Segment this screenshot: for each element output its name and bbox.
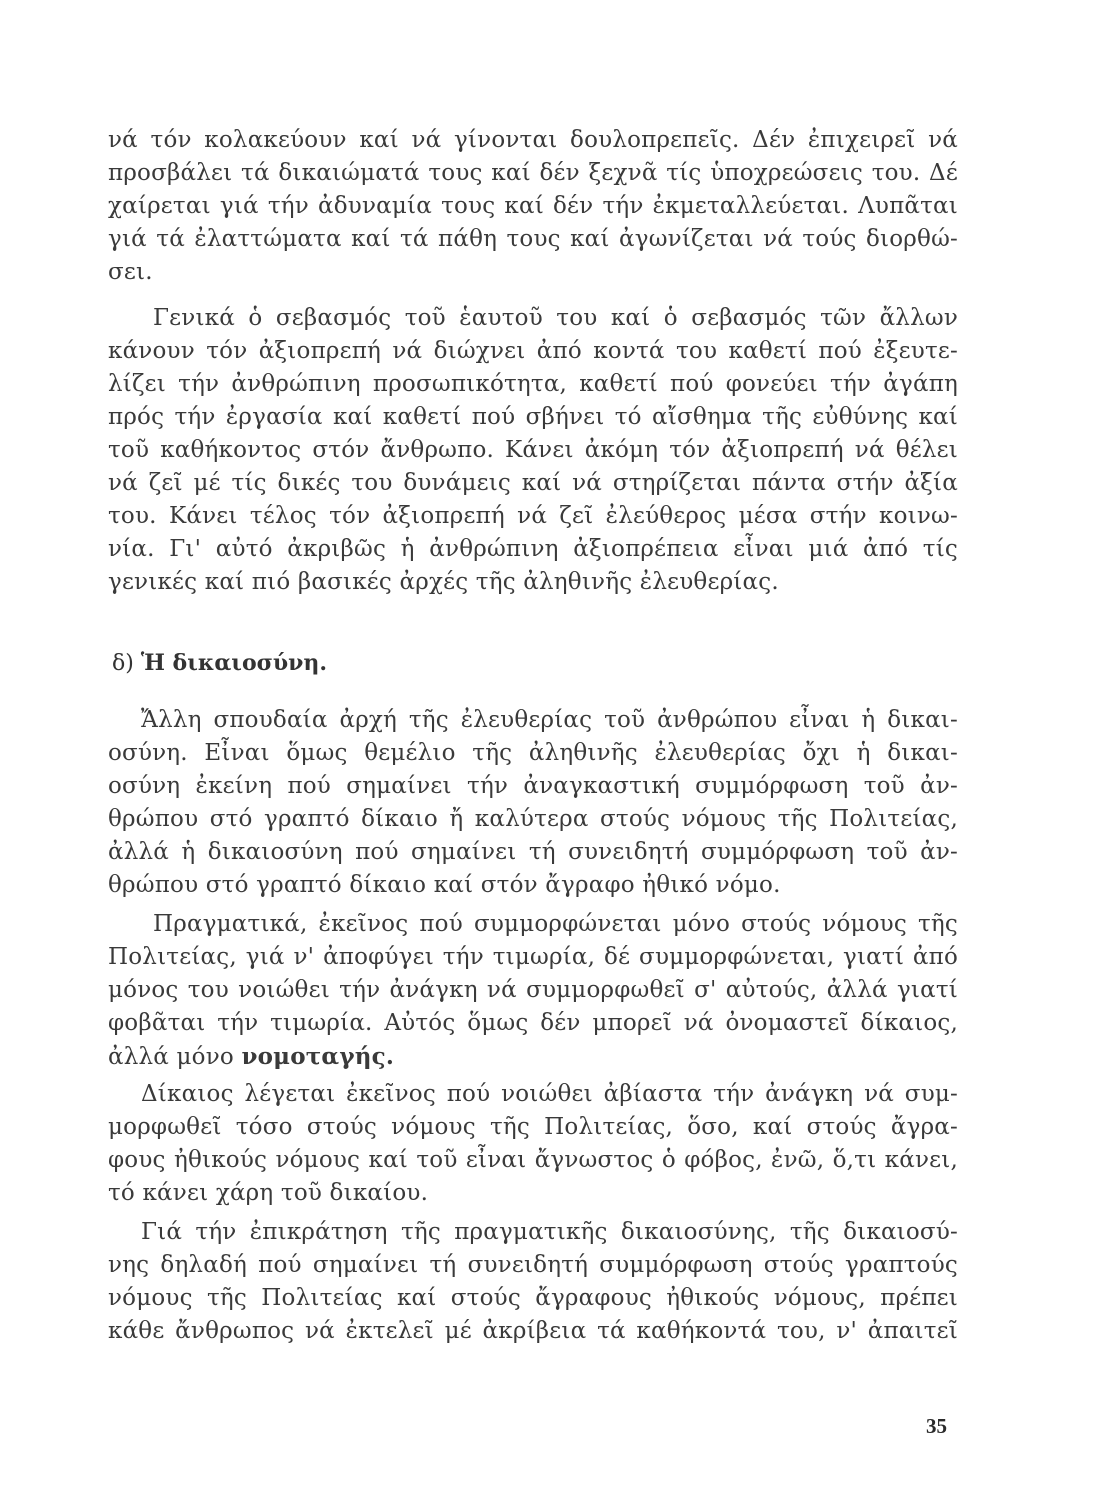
text-line: νης δηλαδή πού σημαίνει τή συνειδητή συμμόρφωση στούς γραπτούς [108,1252,958,1278]
text-line [108,1040,958,1073]
text-line: κάθε ἄνθρωπος νά ἐκτελεῖ μέ ἀκρίβεια τά καθήκοντά του, ν' ἀπαιτεῖ [108,1318,958,1344]
text-line: οσύνη ἐκείνη πού σημαίνει τήν ἀναγκαστική συμμόρφωση τοῦ ἀν- [108,773,958,799]
text-line: Ἄλλη σπουδαία ἀρχή τῆς ἐλευθερίας τοῦ ἀνθρώπου εἶναι ἡ δικαι- [141,707,958,733]
text-line: τό κάνει χάρη τοῦ δικαίου. [108,1180,429,1206]
text-line: Πολιτείας, γιά ν' ἀποφύγει τήν τιμωρία, δέ συμμορφώνεται, γιατί ἀπό [108,944,958,970]
text-line: προσβάλει τά δικαιώματά τους καί δέν ξεχνᾶ τίς ὑποχρεώσεις του. Δέ [108,160,958,186]
text-line: νία. Γι' αὐτό ἀκριβῶς ἡ ἀνθρώπινη ἀξιοπρέπεια εἶναι μιά ἀπό τίς [108,536,958,562]
text-line: νόμους τῆς Πολιτείας καί στούς ἄγραφους ἠθικούς νόμους, πρέπει [108,1285,958,1311]
text-line: τοῦ καθήκοντος στόν ἄνθρωπο. Κάνει ἀκόμη τόν ἀξιοπρεπή νά θέλει [108,437,958,463]
text-line: Δίκαιος λέγεται ἐκεῖνος πού νοιώθει ἀβίαστα τήν ἀνάγκη νά συμ- [141,1081,958,1107]
text-line: νά ζεῖ μέ τίς δικές του δυνάμεις καί νά στηρίζεται πάντα στήν ἀξία [108,470,958,496]
section-heading-label: δ) [112,651,134,676]
paragraph-law-abiding [108,908,958,1073]
text-line: ἀλλά ἡ δικαιοσύνη πού σημαίνει τή συνειδητή συμμόρφωση τοῦ ἀν- [108,839,958,865]
paragraph-dignity [108,302,958,599]
text-line: θρώπου στό γραπτό δίκαιο καί στόν ἄγραφο ἠθικό νόμο. [108,872,781,898]
page-number: 35 [926,1414,947,1438]
text-line: γενικές καί πιό βασικές ἀρχές τῆς ἀληθινῆς ἐλευθερίας. [108,569,779,595]
text-line: Πραγματικά, ἐκεῖνος πού συμμορφώνεται μόνο στούς νόμους τῆς [153,911,958,937]
paragraph-just-person [108,1078,958,1210]
text-line: μόνος του νοιώθει τήν ἀνάγκη νά συμμορφωθεῖ σ' αὐτούς, ἀλλά γιατί [108,977,958,1003]
text-line: φους ἠθικούς νόμους καί τοῦ εἶναι ἄγνωστος ὁ φόβος, ἐνῶ, ὅ,τι κάνει, [108,1147,958,1173]
text-line: Γιά τήν ἐπικράτηση τῆς πραγματικῆς δικαιοσύνης, τῆς δικαιοσύ- [141,1219,958,1245]
text-line: χαίρεται γιά τήν ἀδυναμία τους καί δέν τήν ἐκμεταλλεύεται. Λυπᾶται [108,193,958,219]
text-line: θρώπου στό γραπτό δίκαιο ἤ καλύτερα στούς νόμους τῆς Πολιτείας, [108,806,958,832]
text-line: μορφωθεῖ τόσο στούς νόμους τῆς Πολιτείας, ὅσο, καί στούς ἄγρα- [108,1114,958,1140]
paragraph-true-justice [108,1216,958,1348]
paragraph-continuation [108,124,958,289]
paragraph-justice-intro [108,704,958,902]
text-line: νά τόν κολακεύουν καί νά γίνονται δουλοπρεπεῖς. Δέν ἐπιχειρεῖ νά [108,127,958,153]
text-line: του. Κάνει τέλος τόν ἀξιοπρεπή νά ζεῖ ἐλεύθερος μέσα στήν κοινω- [108,503,958,529]
text-line: λίζει τήν ἀνθρώπινη προσωπικότητα, καθετί πού φονεύει τήν ἀγάπη [108,371,958,397]
text-line: γιά τά ἐλαττώματα καί τά πάθη τους καί ἀγωνίζεται νά τούς διορθώ- [108,226,958,252]
text-line: κάνουν τόν ἀξιοπρεπή νά διώχνει ἀπό κοντά του καθετί πού ἐξευτε- [108,338,958,364]
section-heading-title: Ἡ δικαιοσύνη. [140,650,328,676]
text-line: σει. [108,259,153,285]
text-fragment: ἀλλά μόνο [108,1044,242,1070]
text-line: φοβᾶται τήν τιμωρία. Αὐτός ὅμως δέν μπορεῖ νά ὀνομαστεῖ δίκαιος, [108,1010,958,1036]
text-line: πρός τήν ἐργασία καί καθετί πού σβήνει τό αἴσθημα τῆς εὐθύνης καί [108,404,958,430]
text-line: Γενικά ὁ σεβασμός τοῦ ἑαυτοῦ του καί ὁ σεβασμός τῶν ἄλλων [153,305,958,331]
emphasized-term: νομοταγής. [241,1043,395,1070]
text-line: οσύνη. Εἶναι ὅμως θεμέλιο τῆς ἀληθινῆς ἐλευθερίας ὄχι ἡ δικαι- [108,740,958,766]
section-heading [112,648,327,679]
